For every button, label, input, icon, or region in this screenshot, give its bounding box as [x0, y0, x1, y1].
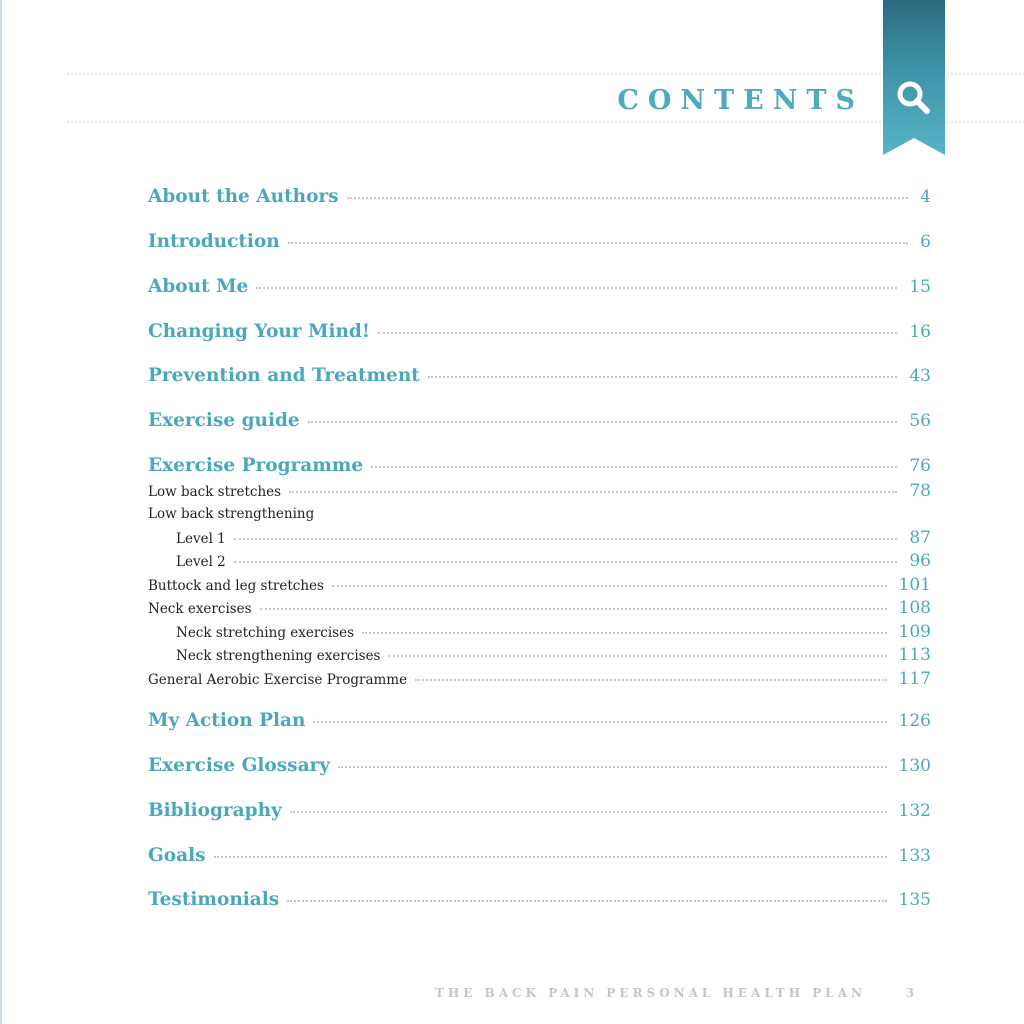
- toc-entry-prevention-and-treatment[interactable]: [148, 365, 931, 386]
- toc-label: Neck exercises: [148, 601, 252, 617]
- dot-leader: [214, 856, 887, 858]
- dot-leader: [234, 538, 898, 540]
- dot-leader: [290, 811, 887, 813]
- toc-page: 56: [909, 411, 931, 431]
- toc-label: Changing Your Mind!: [148, 321, 370, 342]
- dot-leader: [289, 491, 897, 493]
- toc-page: 132: [898, 801, 931, 821]
- dot-leader: [256, 287, 897, 289]
- toc-page: 6: [920, 232, 931, 252]
- toc-entry-neck-strengthening-exercises[interactable]: [148, 645, 931, 665]
- toc-page: 96: [909, 551, 931, 571]
- toc-label: Low back strengthening: [148, 506, 315, 522]
- dot-leader: [428, 376, 898, 378]
- toc-label: About the Authors: [148, 186, 339, 207]
- toc-entry-neck-exercises[interactable]: [148, 598, 931, 618]
- toc-label: Testimonials: [148, 889, 280, 910]
- dot-leader: [287, 900, 886, 902]
- toc-entry-exercise-programme[interactable]: [148, 455, 931, 476]
- toc-label: General Aerobic Exercise Programme: [148, 672, 408, 688]
- dot-leader: [362, 632, 887, 634]
- toc-entry-goals[interactable]: [148, 845, 931, 866]
- toc-label: Neck strengthening exercises: [176, 648, 381, 664]
- toc-entry-bibliography[interactable]: [148, 800, 931, 821]
- toc-page: 15: [909, 277, 931, 297]
- toc-page: 130: [898, 756, 931, 776]
- toc-label: Exercise guide: [148, 410, 300, 431]
- dot-leader: [415, 679, 886, 681]
- toc-entry-buttock-and-leg-stretches[interactable]: [148, 575, 931, 595]
- toc-entry-low-back-stretches[interactable]: [148, 481, 931, 501]
- toc-entry-exercise-guide[interactable]: [148, 410, 931, 431]
- dot-leader: [234, 561, 898, 563]
- dot-leader: [378, 332, 897, 334]
- toc-page: 117: [898, 669, 931, 689]
- toc-label: Neck stretching exercises: [176, 625, 355, 641]
- dot-leader: [388, 655, 886, 657]
- toc-entry-testimonials[interactable]: [148, 889, 931, 910]
- toc-label: About Me: [148, 276, 249, 297]
- page-title: CONTENTS: [617, 85, 864, 116]
- toc-label: Level 2: [176, 554, 226, 570]
- toc-entry-about-me[interactable]: [148, 276, 931, 297]
- footer-page-number: 3: [905, 986, 918, 1000]
- toc-label: Exercise Programme: [148, 455, 364, 476]
- toc-page: 16: [909, 322, 931, 342]
- toc-page: 108: [898, 598, 931, 618]
- toc-label: Goals: [148, 845, 206, 866]
- toc-page: 87: [909, 528, 931, 548]
- dot-leader: [288, 242, 908, 244]
- dot-leader: [260, 608, 887, 610]
- toc-entry-introduction[interactable]: [148, 231, 931, 252]
- toc-entry-exercise-glossary[interactable]: [148, 755, 931, 776]
- toc-entry-neck-stretching-exercises[interactable]: [148, 622, 931, 642]
- search-icon: [895, 80, 933, 118]
- bookmark-ribbon: [883, 0, 945, 155]
- dot-leader: [308, 421, 898, 423]
- dot-leader: [338, 766, 887, 768]
- toc-label: Level 1: [176, 531, 226, 547]
- toc-page: 4: [920, 187, 931, 207]
- toc-page: 126: [898, 711, 931, 731]
- dot-leader: [347, 197, 909, 199]
- toc-page: 109: [898, 622, 931, 642]
- toc-page: 113: [898, 645, 931, 665]
- footer-book-title: THE BACK PAIN PERSONAL HEALTH PLAN: [434, 986, 866, 1000]
- toc-entry-my-action-plan[interactable]: [148, 710, 931, 731]
- toc-page: 135: [898, 890, 931, 910]
- toc-label: My Action Plan: [148, 710, 306, 731]
- toc-page: 133: [898, 846, 931, 866]
- toc-page: 76: [909, 456, 931, 476]
- dot-leader: [332, 585, 887, 587]
- dot-leader: [313, 721, 886, 723]
- header-divider-bottom: [66, 120, 1024, 124]
- toc-entry-low-back-strengthening[interactable]: [148, 506, 931, 522]
- toc-page: 78: [909, 481, 931, 501]
- toc-label: Buttock and leg stretches: [148, 578, 324, 594]
- toc-entry-general-aerobic-exercise-programme[interactable]: [148, 669, 931, 689]
- toc-label: Low back stretches: [148, 484, 282, 500]
- toc-entry-about-the-authors[interactable]: [148, 186, 931, 207]
- toc-entry-level-1[interactable]: [148, 528, 931, 548]
- toc-label: Bibliography: [148, 800, 282, 821]
- toc-page: 101: [898, 575, 931, 595]
- toc-entry-level-2[interactable]: [148, 551, 931, 571]
- page-edge: [0, 0, 2, 1024]
- toc-page: 43: [909, 366, 931, 386]
- toc-label: Introduction: [148, 231, 280, 252]
- toc-label: Exercise Glossary: [148, 755, 331, 776]
- header-divider-top: [66, 72, 1024, 76]
- toc-entry-changing-your-mind[interactable]: [148, 321, 931, 342]
- dot-leader: [371, 466, 897, 468]
- toc-label: Prevention and Treatment: [148, 365, 420, 386]
